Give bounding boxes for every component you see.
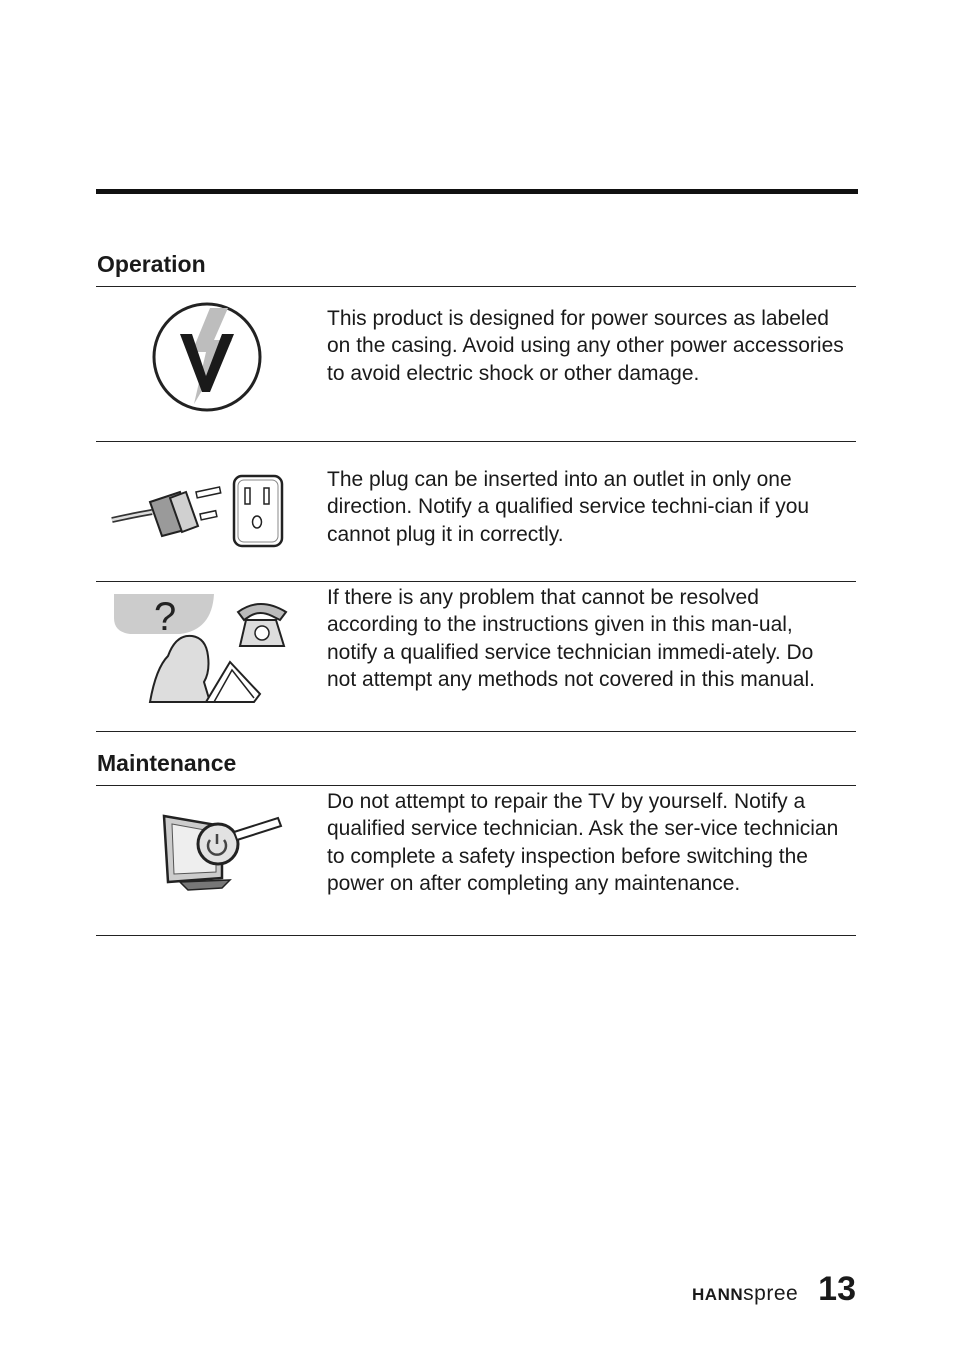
- brand-logo: HANNspree: [692, 1282, 799, 1305]
- row-text: Do not attempt to repair the TV by yourself. Notify a qualified service technician. Ask the ser-vice technician to complete a safety inspection before switching the power on after completing any maintenance.: [327, 790, 839, 895]
- top-rule: [96, 189, 858, 194]
- svg-text:?: ?: [154, 595, 177, 639]
- question-phone-manual-icon: [110, 590, 295, 710]
- section-heading-maintenance: Maintenance: [97, 750, 237, 776]
- divider: [96, 441, 856, 442]
- tv-repair-icon: [160, 812, 285, 897]
- row-text: If there is any problem that cannot be resolved according to the instructions given in this man-ual, notify a qualified service technician immedi-ately. Do not attempt any methods not covered in this manual.: [327, 586, 815, 691]
- divider: [96, 785, 856, 786]
- divider: [96, 935, 856, 936]
- divider: [96, 286, 856, 287]
- plug-outlet-icon: [110, 470, 290, 555]
- page-number: 13: [818, 1270, 856, 1308]
- row-text: This product is designed for power sources as labeled on the casing. Avoid using any other power accessories to avoid electric shock or other damage.: [327, 307, 844, 385]
- divider: [96, 731, 856, 732]
- section-heading-operation: Operation: [97, 251, 206, 277]
- page-footer: [692, 1270, 856, 1309]
- row-text: The plug can be inserted into an outlet in only one direction. Notify a qualified service techni-cian if you cannot plug it in correctly.: [327, 468, 810, 546]
- power-source-warning-icon: [150, 300, 265, 420]
- divider: [96, 581, 856, 582]
